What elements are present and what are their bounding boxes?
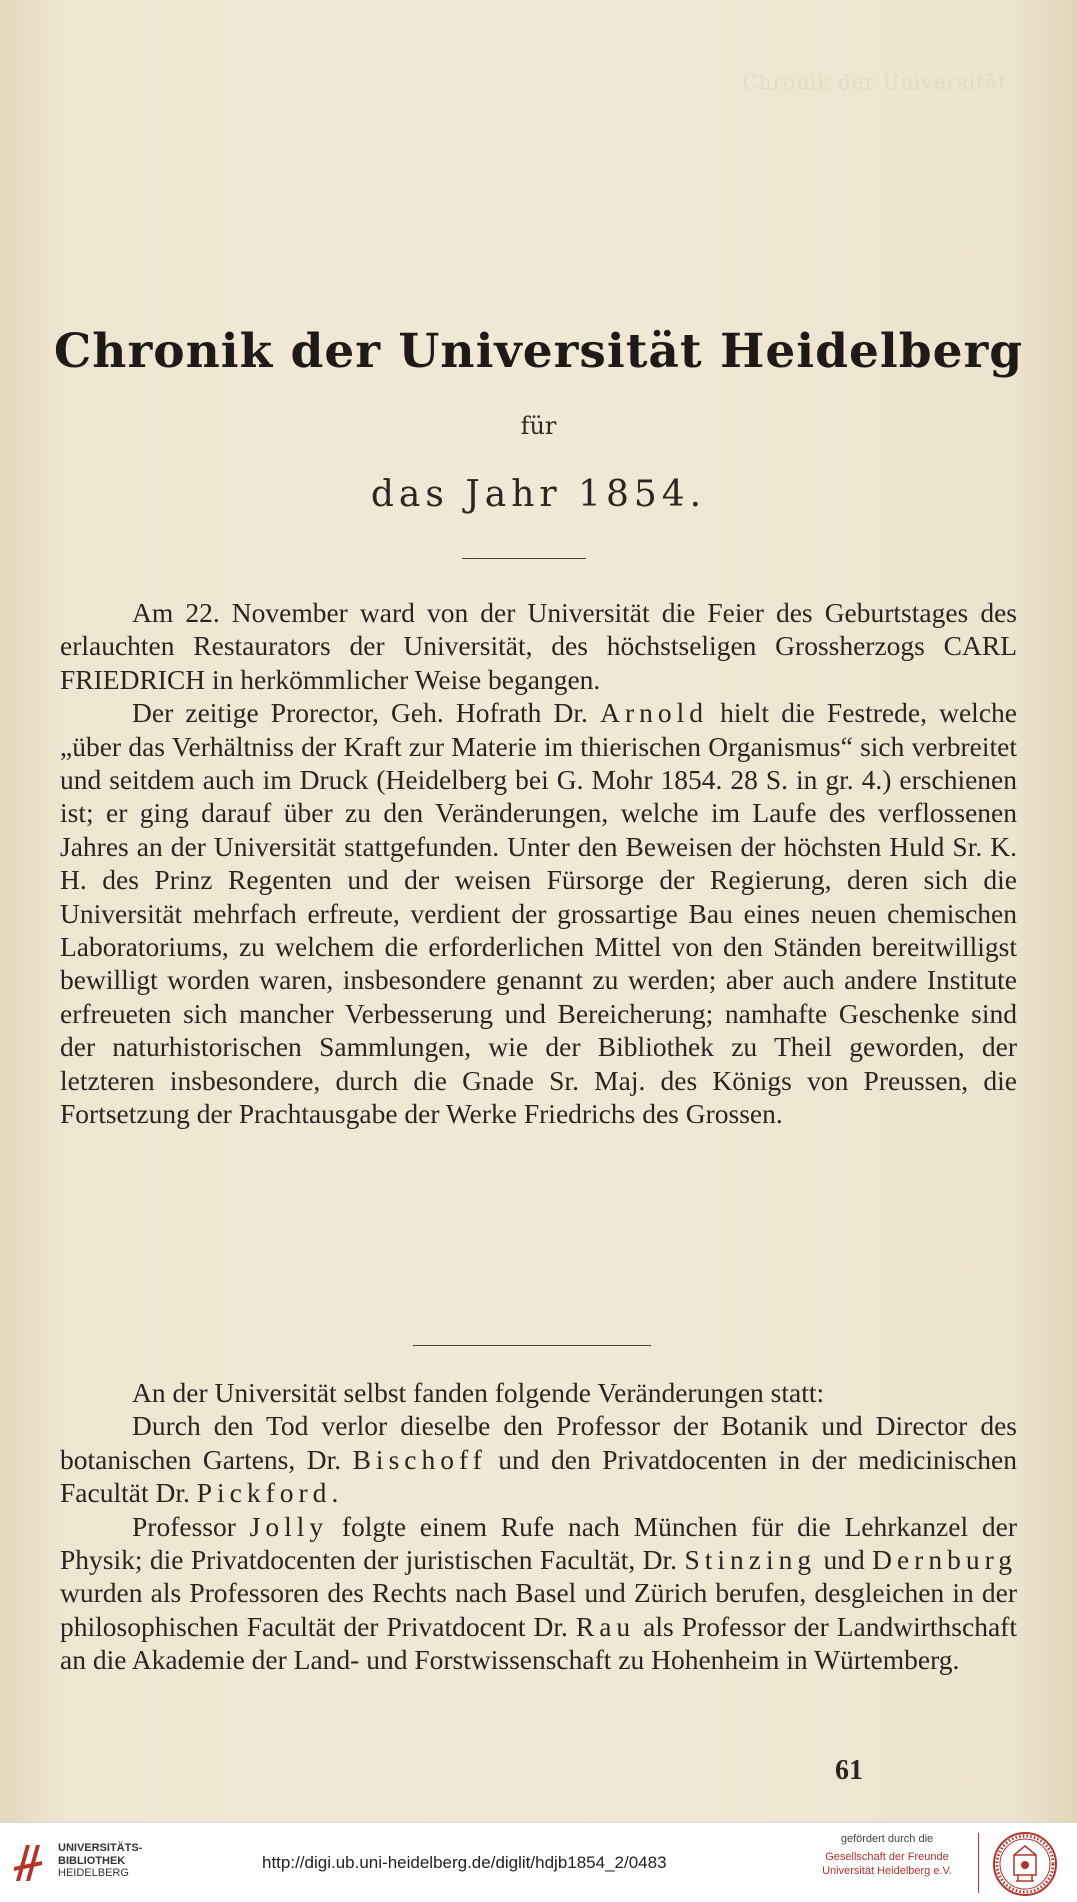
text-run: und den Privatdocenten in der medicinischen Facultät Dr. [60,1443,1017,1509]
paragraph-festrede [60,696,1017,1130]
person-name: Dernburg [872,1544,1017,1576]
text-run: . [331,1477,339,1509]
university-library-logo-icon[interactable] [12,1841,46,1885]
text-run: und [816,1544,873,1576]
text-run: Professor [132,1510,250,1542]
title-fuer: für [520,412,557,440]
person-name: Stinzing [684,1544,817,1576]
library-name [58,1842,142,1880]
show-through-header: Chronik der Universität [742,70,1007,94]
library-name-line: HEIDELBERG [58,1867,129,1879]
library-name-line: BIBLIOTHEK [58,1854,126,1867]
text-run: wurden als Professoren des Rechts nach Basel und Zürich berufen, desgleichen in der philosophischen Facultät der Privatdocent Dr. [60,1577,1017,1642]
section-divider [413,1345,651,1346]
text-run: folgte einem Rufe nach München für die Lehrkanzel der Physik; die Privatdocenten der juristischen Facultät, Dr. [60,1510,1017,1576]
title-divider [462,558,586,559]
sponsor-lead: gefördert durch die [840,1833,934,1845]
sponsor-org[interactable]: Gesellschaft der Freunde [825,1851,949,1863]
university-seal-icon[interactable] [992,1831,1058,1897]
text-run: hielt die Festrede, welche „über das Verhältniss der Kraft zur Materie im thierischen Organismus“ sich verbreitet und seitdem auch im Druck (Heidelberg bei G. Mohr 1854. 28 S. in gr. 4.) erschienen ist; er ging darauf über zu den Veränderungen, welche im Laufe des verflossenen Jahres an der Universität stattgefunden. Unter den Beweisen der höchsten Huld Sr. K. H. des Prinz Regenten und der weisen Fürsorge der Regierung, deren sich die Universität mehrfach erfreute, verdient der grossartige Bau eines neuen chemischen Laboratoriums, zu welchem die erforderlichen Mittel von den Ständen bereitwilligst bewilligt worden waren, insbesondere genannt zu werden; aber auch andere Institute erfreueten sich mancher Verbesserung und Bereicherung; namhafte Geschenke sind der naturhistorischen Sammlungen, wie der Bibliothek zu Theil geworden, der letzteren insbesondere, durch die Gnade Sr. Maj. des Königs von Preussen, die Fortsetzung der Prachtausgabe der Werke Friedrichs des Grossen. [60,697,1017,1130]
section-veraenderungen [60,1376,1017,1677]
library-name-line: UNIVERSITÄTS- [58,1842,143,1854]
text-run: als Professor der Landwirthschaft an die Akademie der Land- und Forstwissenschaft zu Hohenheim in Würtemberg. [60,1610,1017,1676]
paragraph-feier: Am 22. November ward von der Universität die Feier des Geburtstages des erlauchten Restaurators der Universität, des höchstseligen Grossherzogs CARL FRIEDRICH in herkömmlicher Weise begangen. [60,597,1017,695]
paragraph-tod [60,1409,1017,1509]
sponsor-org[interactable]: Universität Heidelberg e.V. [822,1865,952,1877]
person-name: Rau [575,1610,636,1642]
person-name: Arnold [600,697,709,729]
permalink-url[interactable]: http://digi.ub.uni-heidelberg.de/diglit/hdjb1854_2/0483 [262,1853,667,1872]
title-year: das Jahr 1854. [370,474,707,515]
page-number: 61 [835,1755,863,1786]
section-feier [60,596,1017,1131]
text-run: Der zeitige Prorector, Geh. Hofrath Dr. [132,697,601,729]
person-name: Pickford [196,1477,332,1509]
text-run: Durch den Tod verlor dieselbe den Professor der Botanik und Director des botanischen Gartens, Dr. [60,1410,1017,1475]
paragraph-berufungen [60,1510,1017,1677]
person-name: Jolly [249,1510,329,1542]
paragraph-intro: An der Universität selbst fanden folgende Veränderungen statt: [132,1377,825,1408]
person-name: Bischoff [352,1443,487,1475]
footer-bar [0,1822,1077,1902]
footer-divider [978,1833,979,1893]
sponsor-block [812,1832,962,1878]
page-title: Chronik der Universität Heidelberg [53,324,1024,379]
